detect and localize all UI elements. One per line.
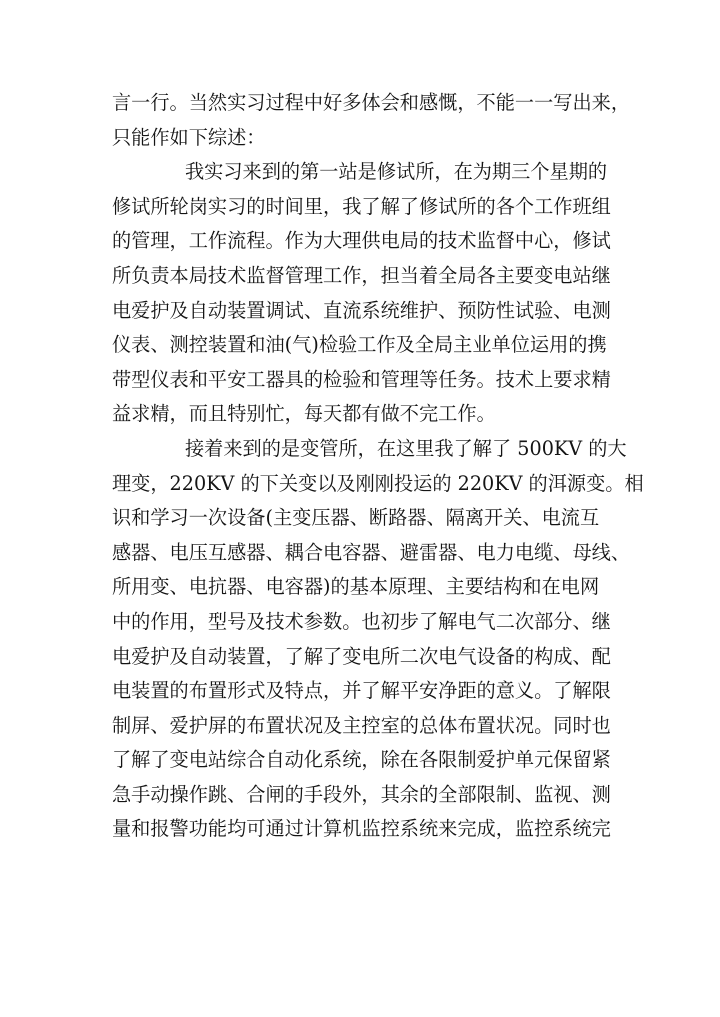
paragraph: [112, 155, 612, 432]
text-line: 修试所轮岗实习的时间里，我了解了修试所的各个工作班组: [112, 194, 611, 218]
text-line: 了解了变电站综合自动化系统，除在各限制爱护单元保留紧: [112, 748, 611, 772]
text-line: 言一行。当然实习过程中好多体会和感慨，不能一一写出来，: [112, 91, 631, 114]
text-line: 所用变、电抗器、电容器)的基本原理、主要结构和在电网: [112, 575, 600, 599]
text-line: 的管理，工作流程。作为大理供电局的技术监督中心，修试: [112, 229, 611, 253]
body-text: [112, 86, 644, 847]
paragraph: [112, 86, 631, 155]
text-line: 电爱护及自动装置调试、直流系统维护、预防性试验、电测: [112, 298, 611, 322]
text-line: 识和学习一次设备(主变压器、断路器、隔离开关、电流互: [112, 506, 600, 530]
text-line-indented: 接着来到的是变管所，在这里我了解了 500KV 的大: [185, 436, 627, 460]
text-line: 中的作用，型号及技术参数。也初步了解电气二次部分、继: [112, 609, 611, 633]
text-line: 所负责本局技术监督管理工作，担当着全局各主要变电站继: [112, 263, 611, 287]
text-line: 带型仪表和平安工器具的检验和管理等任务。技术上要求精: [112, 367, 611, 391]
text-line: 急手动操作跳、合闸的手段外，其余的全部限制、监视、测: [112, 782, 611, 806]
text-line: 感器、电压互感器、耦合电容器、避雷器、电力电缆、母线、: [112, 540, 631, 564]
text-line: 量和报警功能均可通过计算机监控系统来完成，监控系统完: [112, 817, 611, 841]
text-line-indented: 我实习来到的第一站是修试所，在为期三个星期的: [185, 160, 608, 184]
paragraph: [112, 432, 644, 847]
text-line: 电装置的布置形式及特点，并了解平安净距的意义。了解限: [112, 679, 611, 703]
text-line: 制屏、爱护屏的布置状况及主控室的总体布置状况。同时也: [112, 713, 611, 737]
text-line: 只能作如下综述：: [112, 125, 266, 149]
text-line: 仪表、测控装置和油(气)检验工作及全局主业单位运用的携: [112, 333, 607, 357]
text-line: 益求精，而且特别忙，每天都有做不完工作。: [112, 402, 496, 426]
text-line: 电爱护及自动装置，了解了变电所二次电气设备的构成、配: [112, 644, 611, 668]
text-line: 理变，220KV 的下关变以及刚刚投运的 220KV 的洱源变。相: [112, 471, 644, 495]
